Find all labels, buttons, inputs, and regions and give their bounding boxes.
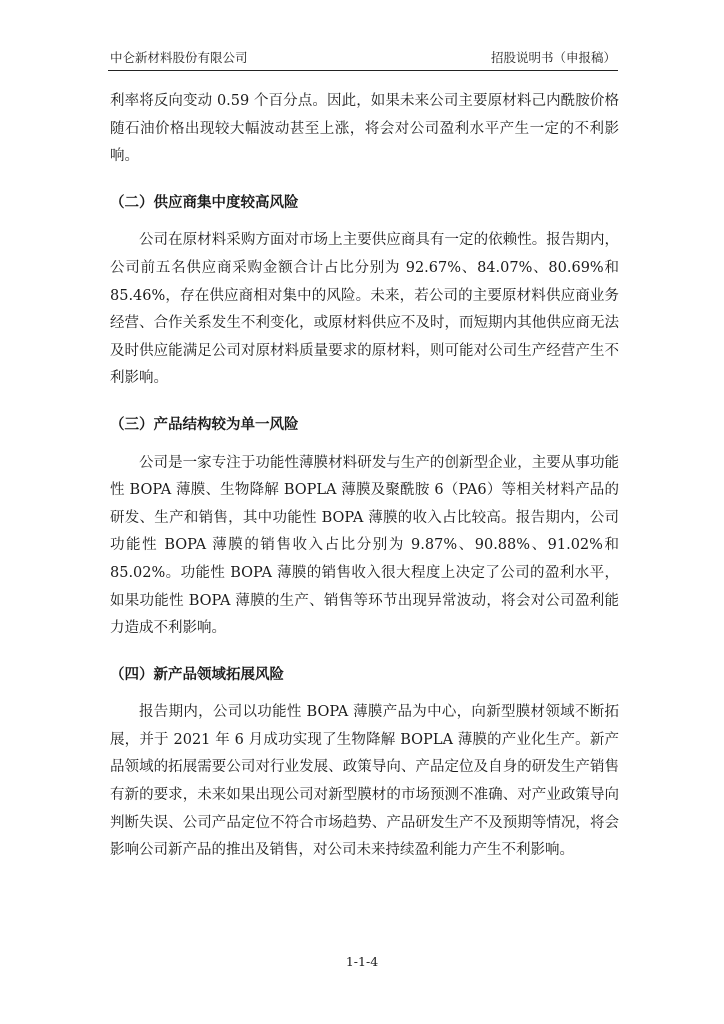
section-body-new-product: 报告期内，公司以功能性 BOPA 薄膜产品为中心，向新型膜材领域不断拓展，并于 2021 年 6 月成功实现了生物降解 BOPLA 薄膜的产业化生产。新产品领域的拓展需要公司对行业发展、政策导向、产品定位及自身的研发生产销售有新的要求，未来如果出现公司对新型膜材的市场预测不准确、对产业政策导向判断失误、公司产品定位不符合市场趋势、产品研发生产不及预期等情况，将会影响公司新产品的推出及销售，对公司未来持续盈利能力产生不利影响。 bbox=[110, 704, 619, 859]
section-title-supplier-concentration: （二）供应商集中度较高风险 bbox=[110, 194, 299, 211]
page-number: 1-1-4 bbox=[345, 954, 379, 969]
section-body-supplier-concentration: 公司在原材料采购方面对市场上主要供应商具有一定的依赖性。报告期内，公司前五名供应商采购金额合计占比分别为 92.67%、84.07%、80.69%和 85.46%，存在供应商相对集中的风险。未来，若公司的主要原材料供应商业务经营、合作关系发生不利变化，或原材料供应不及时，而短期内其他供应商无法及时供应能满足公司对原材料质量要求的原材料，则可能对公司生产经营产生不利影响。 bbox=[110, 232, 619, 387]
header-document-type: 招股说明书（申报稿） bbox=[490, 50, 616, 65]
section-body-product-structure: 公司是一家专注于功能性薄膜材料研发与生产的创新型企业，主要从事功能性 BOPA 薄膜、生物降解 BOPLA 薄膜及聚酰胺 6（PA6）等相关材料产品的研发、生产和销售，其中功能性 BOPA 薄膜的收入占比较高。报告期内，公司功能性 BOPA 薄膜的销售收入占比分别为 9.87%、90.88%、91.02%和 85.02%。功能性 BOPA 薄膜的销售收入很大程度上决定了公司的盈利水平，如果功能性 BOPA 薄膜的生产、销售等环节出现异常波动，将会对公司盈利能力造成不利影响。 bbox=[110, 454, 619, 637]
header-company-name: 中仑新材料股份有限公司 bbox=[110, 50, 248, 65]
section-title-new-product: （四）新产品领域拓展风险 bbox=[110, 666, 284, 683]
intro-paragraph: 利率将反向变动 0.59 个百分点。因此，如果未来公司主要原材料己内酰胺价格随石油价格出现较大幅波动甚至上涨，将会对公司盈利水平产生一定的不利影响。 bbox=[110, 93, 619, 165]
page-header bbox=[108, 46, 618, 71]
document-body bbox=[110, 88, 619, 865]
section-title-product-structure: （三）产品结构较为单一风险 bbox=[110, 416, 299, 433]
